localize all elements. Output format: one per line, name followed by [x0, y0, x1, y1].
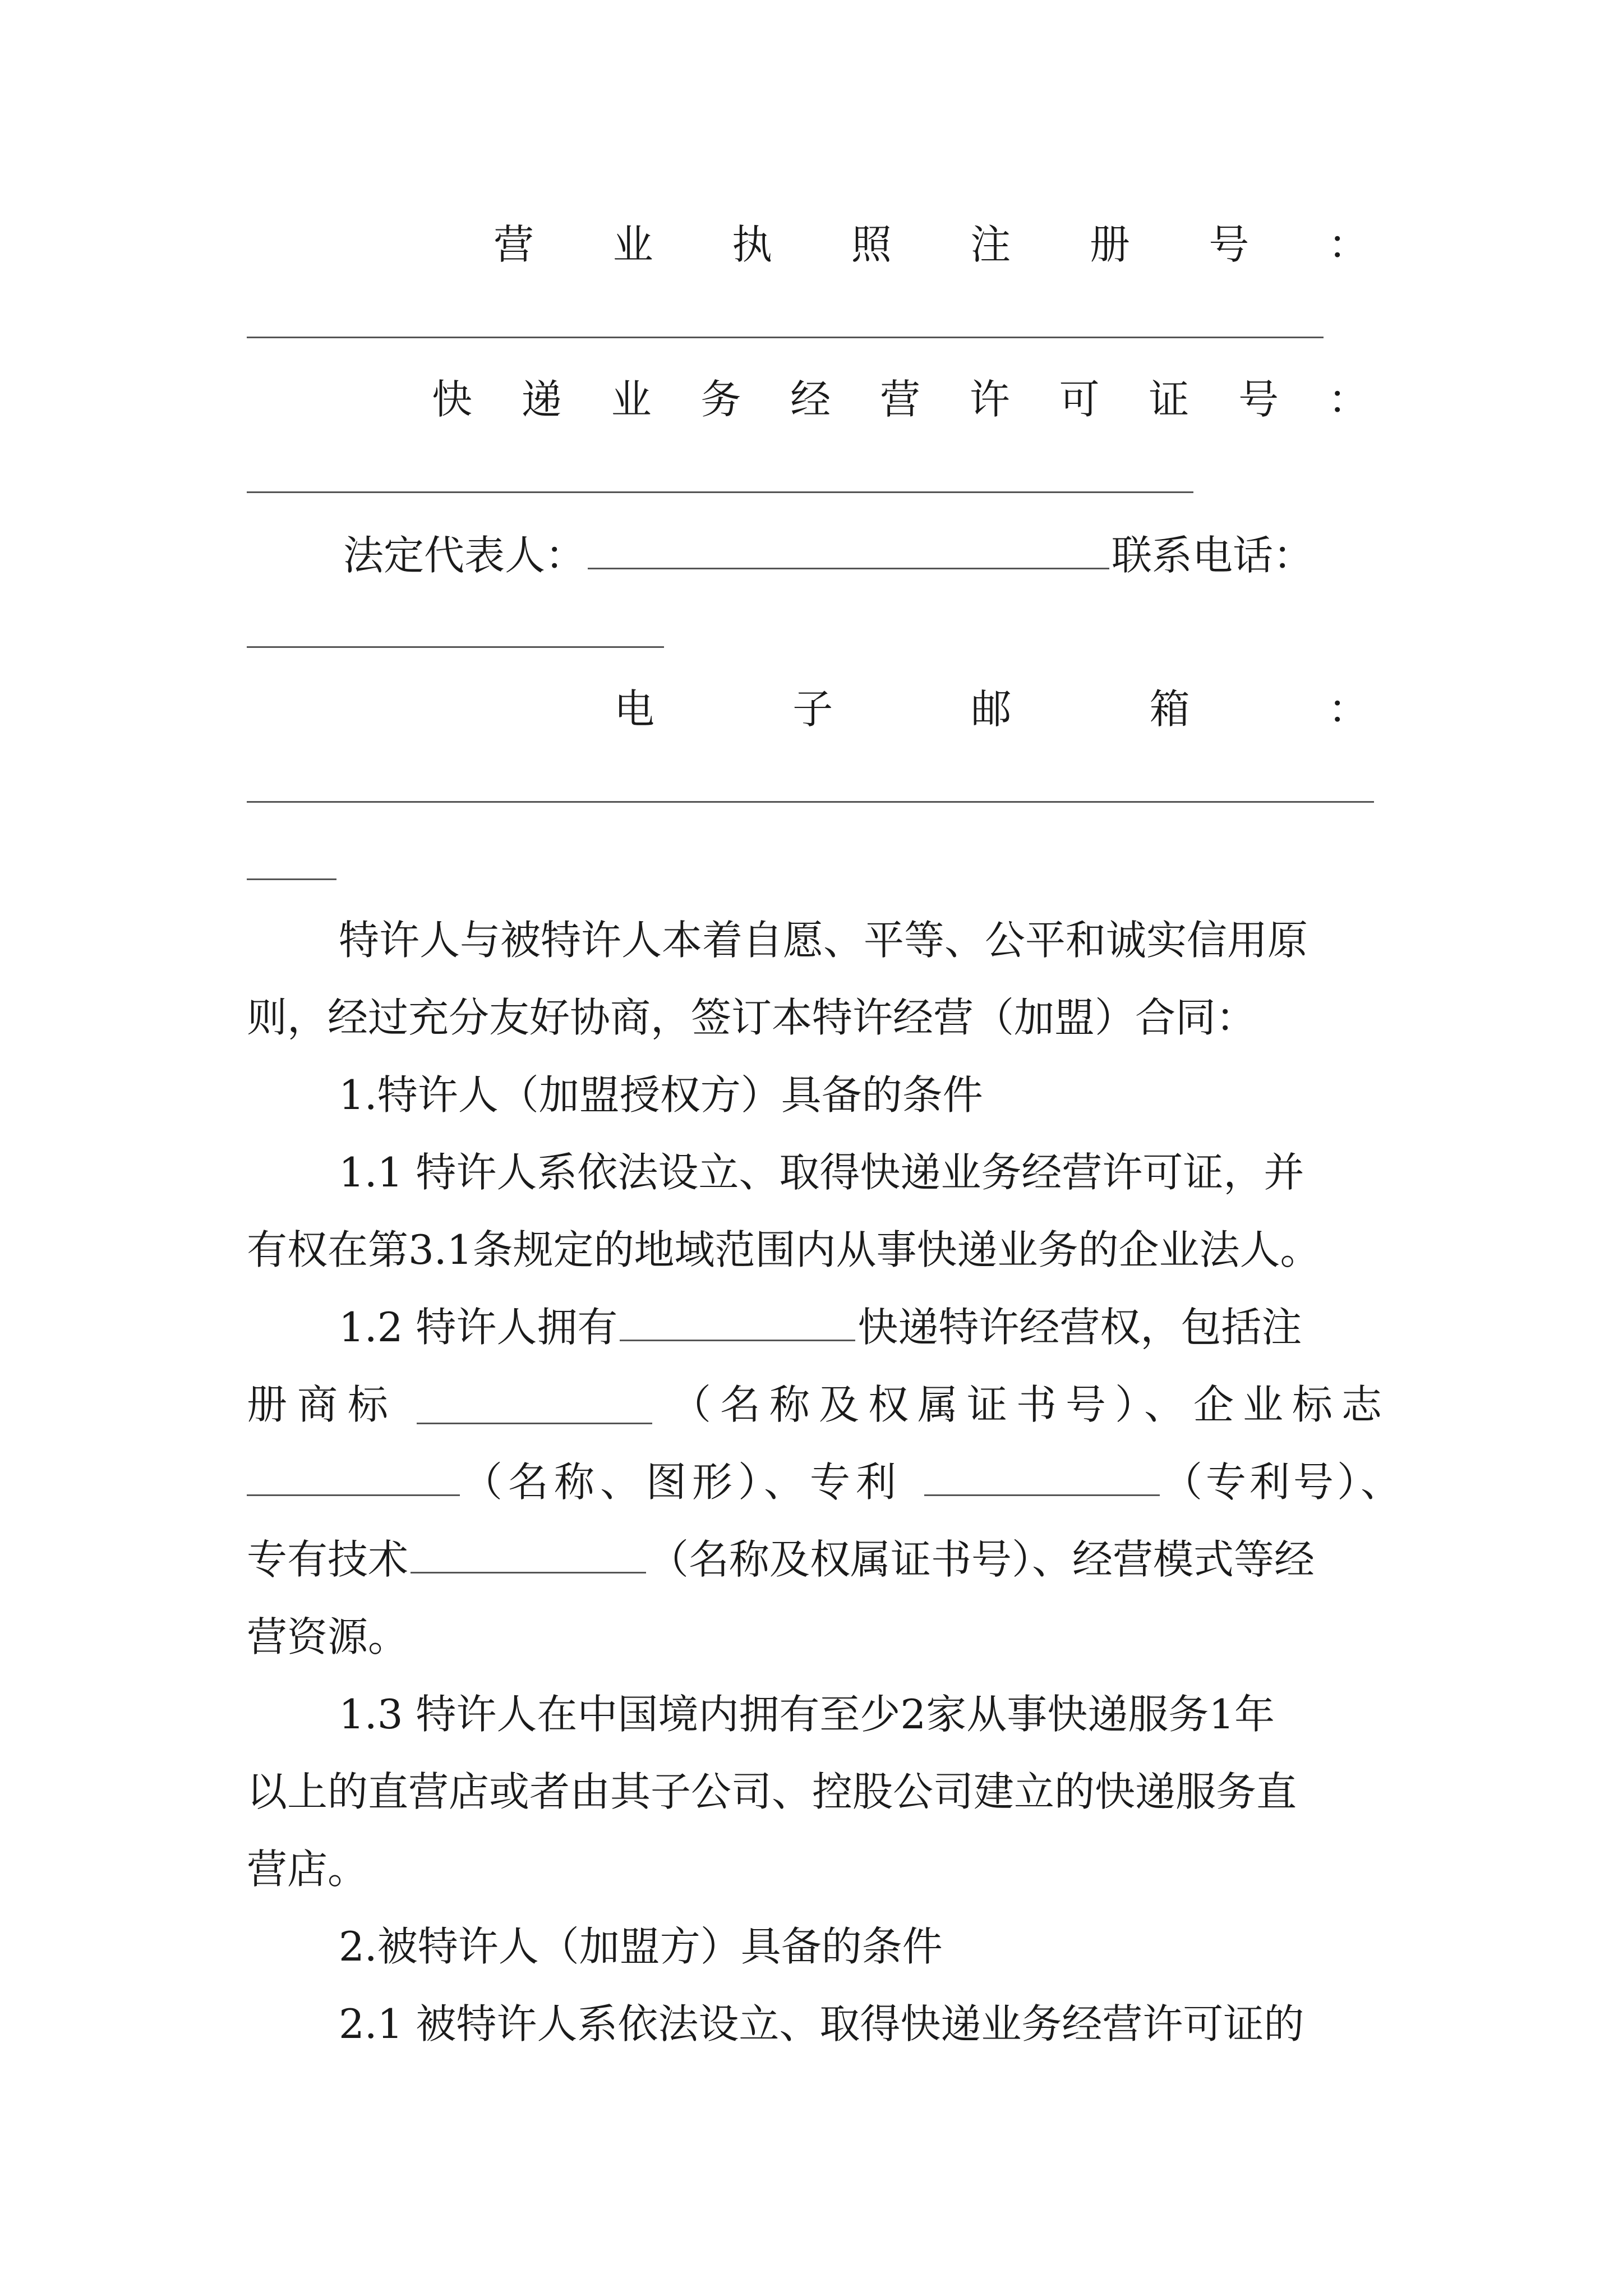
logo-note: （名称、图形）、专利	[462, 1458, 902, 1506]
email-label	[614, 681, 1368, 737]
license-reg-no-blank[interactable]	[247, 337, 1324, 338]
intro-line-1: 特许人与被特许人本着自愿、平等、公平和诚实信用原	[339, 917, 1308, 964]
express_permit_no-char: 业	[611, 376, 652, 423]
legal-rep-blank[interactable]	[588, 531, 1109, 569]
license_reg_no-char: 号	[1209, 221, 1249, 268]
clause-1-3-line-2: 以上的直营店或者由其子公司、控股公司建立的快递服务直	[247, 1768, 1297, 1815]
express_permit_no-char: 快	[432, 376, 473, 423]
license_reg_no-char: 执	[732, 221, 773, 268]
trademark-label: 册商标	[247, 1381, 399, 1428]
intro-line-2: 则，经过充分友好协商，签订本特许经营（加盟）合同：	[247, 994, 1257, 1041]
trademark-note: （名称及权属证书号）、企业标志	[670, 1381, 1391, 1428]
clause-1-1-line-1: 1.1 特许人系依法设立、取得快递业务经营许可证，并	[339, 1149, 1304, 1196]
license_reg_no-char: 业	[612, 221, 653, 268]
license-reg-no-label	[494, 217, 1368, 273]
clause-2-1-line-1: 2.1 被特许人系依法设立、取得快递业务经营许可证的	[339, 2000, 1304, 2047]
franchise-name-blank[interactable]	[620, 1303, 855, 1341]
express_permit_no-char: 许	[969, 376, 1010, 423]
email-char: 电	[614, 685, 655, 733]
express_permit_no-char: 递	[521, 376, 562, 423]
section-2-title: 2.被特许人（加盟方）具备的条件	[339, 1923, 943, 1970]
clause-1-3-line-1: 1.3 特许人在中国境内拥有至少2家从事快递服务1年	[339, 1691, 1275, 1738]
express_permit_no-char: 号	[1238, 376, 1279, 423]
license_reg_no-char: 册	[1089, 221, 1130, 268]
clause-1-2-line-3	[247, 1454, 1424, 1510]
patent-note: （专利号）、	[1162, 1458, 1405, 1506]
patent-blank[interactable]	[924, 1457, 1160, 1496]
clause-1-1-line-2: 有权在第3.1条规定的地域范围内从事快递业务的企业法人。	[247, 1226, 1321, 1273]
know-how-note: （名称及权属证书号）、经营模式等经	[648, 1536, 1315, 1583]
license_reg_no-char: 注	[970, 221, 1011, 268]
section-1-title: 1.特许人（加盟授权方）具备的条件	[339, 1071, 983, 1119]
license_reg_no-char: 营	[494, 221, 534, 268]
email-char: 箱	[1149, 685, 1190, 733]
email-blank[interactable]	[247, 801, 1374, 803]
express_permit_no-char: 证	[1149, 376, 1189, 423]
express_permit_no-char: 经	[790, 376, 831, 423]
express_permit_no-char: ：	[1327, 376, 1368, 423]
express_permit_no-char: 可	[1059, 376, 1100, 423]
trademark-blank[interactable]	[417, 1386, 652, 1424]
legal-rep-row	[343, 527, 1409, 583]
know-how-label: 专有技术	[247, 1536, 409, 1583]
clause-1-2-line-5: 营资源。	[247, 1613, 409, 1660]
email-char: ：	[1327, 685, 1368, 733]
email-char: 邮	[971, 685, 1012, 733]
legal-rep-label: 法定代表人：	[343, 532, 586, 579]
clause-1-2-line-4	[247, 1531, 1391, 1588]
clause-1-2-line-1	[339, 1299, 1483, 1355]
express_permit_no-char: 务	[700, 376, 741, 423]
express_permit_no-char: 营	[879, 376, 920, 423]
license_reg_no-char: ：	[1327, 221, 1368, 268]
express-permit-no-blank[interactable]	[247, 491, 1193, 493]
phone-label: 联系电话：	[1112, 532, 1314, 579]
clause-1-2-line-2	[247, 1377, 1391, 1433]
logo-blank[interactable]	[247, 1457, 460, 1496]
clause-1-2-text-b: 快递特许经营权，包括注	[857, 1304, 1302, 1351]
email-char: 子	[792, 685, 833, 733]
clause-1-2-text-a: 1.2 特许人拥有	[339, 1304, 618, 1351]
clause-1-3-line-3: 营店。	[247, 1846, 368, 1893]
email-blank-continuation[interactable]	[247, 878, 336, 880]
phone-blank[interactable]	[247, 646, 664, 648]
know-how-blank[interactable]	[411, 1535, 646, 1573]
express-permit-no-label	[432, 371, 1368, 427]
license_reg_no-char: 照	[851, 221, 892, 268]
